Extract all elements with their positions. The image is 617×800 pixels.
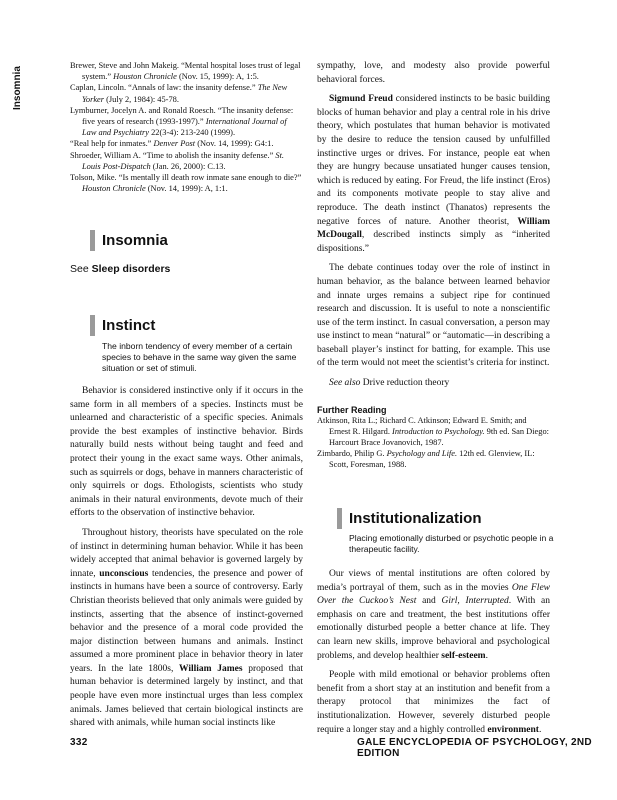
entry-institutionalization	[337, 508, 557, 558]
reference-item: Lymburner, Jocelyn A. and Ronald Roesch. “The insanity defense: five years of research (1993-1997).” International Journal of Law and Psychiatry 22(3-4): 213-240 (1999).	[70, 105, 294, 138]
body-paragraph: Sigmund Freud considered instincts to be basic building blocks of human behavior and play a central role in his drive theory, which postulates that human behavior is motivated by the desire to reduce the tension caused by unfulfilled instinctive urges or drives. For instance, people eat when they are hungry because unsatiated hunger causes tension, which is reduced by eating. For Freud, the life instinct (Eros) and its components motivate people to stay alive and reproduce. The death instinct (Thanatos) represents the negative forces of nature. Another theorist, William McDougall, described instincts simply as “inherited dispositions.”	[317, 94, 550, 254]
footer-title: GALE ENCYCLOPEDIA OF PSYCHOLOGY, 2ND EDITION	[357, 737, 592, 759]
further-reading	[317, 405, 550, 471]
entry-bar	[337, 508, 342, 529]
reference-item: Tolson, Mike. “Is mentally ill death row inmate sane enough to die?” Houston Chronicle (Nov. 14, 1999): A, 1:1.	[70, 173, 302, 194]
body-paragraph: Behavior is considered instinctive only if it occurs in the same form in all members of a species. Instincts must be unlearned and characteristic of a specific species. Animals provide the best examples of instinctive behavior. Birds naturally build nests without being taught and feed and protect their young in the exact same ways. Other animals, such as squirrels or dogs, behave in manners characteristic of only squirrels or dogs. Ethologists, scientists who study animals in their natural environments, devote much of their efforts to the observation of instinctive behavior.	[70, 386, 303, 519]
body-paragraph: Throughout history, theorists have speculated on the role of instinct in determining human behavior. While it has been widely accepted that animal behavior is governed largely by innate, unconscious tendencies, the presence and power of instincts in humans have been a source of controversy. Early Christian theorists believed that only animals were guided by instincts, asserting that the absence of instinct-governed behavior and the presence of a moral code provided the major distinction between humans and animals. Instinct assumed a more prominent place in behavior theory in later years. In the late 1800s, William James proposed that human behavior is determined largely by instinct, and that people have even more instinctual urges than less complex animals. James believed that certain biological instincts are shared with animals, while human social instincts like	[70, 527, 303, 729]
instinct-body	[70, 385, 303, 731]
entry-definition: Placing emotionally disturbed or psychotic people in a therapeutic facility.	[349, 533, 554, 555]
reference-item: Shroeder, William A. “Time to abolish the insanity defense.” St. Louis Post-Dispatch (Jan. 26, 2000): C.13.	[70, 150, 285, 171]
right-column	[317, 60, 550, 471]
reference-list	[70, 60, 303, 194]
entry-definition: The inborn tendency of every member of a certain species to behave in the same way given the same situation or set of stimuli.	[102, 341, 297, 374]
body-paragraph: sympathy, love, and modesty also provide powerful behavioral forces.	[317, 61, 550, 85]
entry-title: Instinct	[102, 317, 156, 334]
body-paragraph: People with mild emotional or behavior problems often benefit from a short stay at an institution and benefit from a therapy protocol that minimizes the fact of institutionalization. However, severely disturbed people require a longer stay and a highly controlled environment.	[317, 670, 550, 735]
institutionalization-body	[317, 568, 550, 737]
entry-bar	[90, 230, 95, 251]
see-also: See also Drive reduction theory	[329, 378, 450, 389]
entry-title: Institutionalization	[349, 510, 482, 527]
see-reference: See Sleep disorders	[70, 263, 171, 275]
entry-instinct	[90, 315, 304, 375]
running-head	[12, 66, 26, 146]
reference-item: Zimbardo, Philip G. Psychology and Life. 12th ed. Glenview, IL: Scott, Foresman, 1988.	[317, 449, 535, 470]
body-paragraph: The debate continues today over the role of instinct in human behavior, as the balance between learned behavior and innate urges remains a subject ripe for continued research and discussion. It is useful to note a nonscientific use of the term instinct. In casual conversation, a person may use instinct to mean “natural” or “automatic—in describing a baseball player’s instinct for batting, for example. This use of the term would not meet the scientist’s criteria for instinct.	[317, 263, 550, 369]
body-paragraph: Our views of mental institutions are often colored by media’s portrayal of them, such as in the movies One Flew Over the Cuckoo’s Nest and Girl, Interrupted. With an emphasis on care and treatment, the best institutions offer emotionally disturbed people a better chance at life. They can learn new skills, improve behavioral and psychological problems, and develop healthier self-esteem.	[317, 569, 550, 661]
see-link[interactable]: Sleep disorders	[91, 263, 171, 275]
reference-item: “Real help for inmates.” Denver Post (Nov. 14, 1999): G4:1.	[70, 139, 274, 149]
page-number: 332	[70, 737, 88, 748]
entry-insomnia	[90, 230, 290, 252]
reference-item: Atkinson, Rita L.; Richard C. Atkinson; Edward E. Smith; and Ernest R. Hilgard. Introduction to Psychology. 9th ed. San Diego: Harcourt Brace Jovanovich, 1987.	[317, 415, 549, 448]
reference-item: Caplan, Lincoln. “Annals of law: the insanity defense.” The New Yorker (July 2, 1984): 45-78.	[70, 83, 288, 104]
reference-item: Brewer, Steve and John Makeig. “Mental hospital loses trust of legal system.” Houston Chronicle (Nov. 15, 1999): A, 1:5.	[70, 61, 301, 82]
left-column	[70, 60, 303, 194]
entry-title: Insomnia	[102, 232, 168, 249]
further-reading-heading: Further Reading	[317, 404, 387, 415]
running-head-text: Insomnia	[12, 66, 23, 110]
entry-bar	[90, 315, 95, 336]
